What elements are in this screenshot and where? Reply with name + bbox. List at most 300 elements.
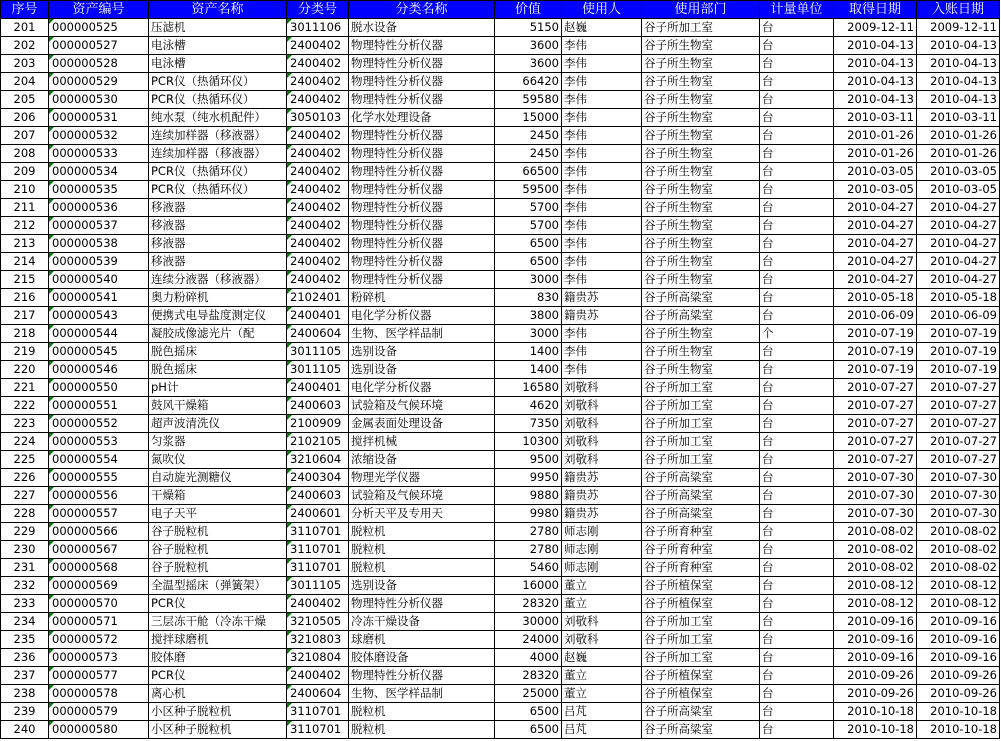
cell-value[interactable]: 3800 bbox=[495, 307, 562, 325]
cell-asset-id[interactable]: 000000568 bbox=[49, 559, 149, 577]
cell-unit[interactable]: 台 bbox=[760, 217, 834, 235]
cell-value[interactable]: 15000 bbox=[495, 109, 562, 127]
cell-user[interactable]: 李伟 bbox=[562, 91, 642, 109]
cell-acquired-date[interactable]: 2010-08-02 bbox=[834, 559, 917, 577]
cell-index[interactable]: 239 bbox=[1, 703, 49, 721]
cell-user[interactable]: 李伟 bbox=[562, 163, 642, 181]
cell-asset-id[interactable]: 000000534 bbox=[49, 163, 149, 181]
cell-asset-id[interactable]: 000000578 bbox=[49, 685, 149, 703]
cell-unit[interactable]: 台 bbox=[760, 109, 834, 127]
cell-unit[interactable]: 台 bbox=[760, 469, 834, 487]
cell-booked-date[interactable]: 2010-09-26 bbox=[917, 685, 1000, 703]
cell-unit[interactable]: 台 bbox=[760, 649, 834, 667]
cell-department[interactable]: 谷子所高粱室 bbox=[642, 487, 760, 505]
cell-asset-name[interactable]: 连续加样器（移液器） bbox=[149, 127, 287, 145]
cell-index[interactable]: 217 bbox=[1, 307, 49, 325]
cell-value[interactable]: 16580 bbox=[495, 379, 562, 397]
cell-unit[interactable]: 台 bbox=[760, 343, 834, 361]
cell-category-code[interactable]: 2400402 bbox=[287, 253, 349, 271]
cell-asset-name[interactable]: 连续分液器（移液器） bbox=[149, 271, 287, 289]
cell-user[interactable]: 籍贵苏 bbox=[562, 505, 642, 523]
cell-category-name[interactable]: 生物、医学样品制 bbox=[349, 685, 495, 703]
cell-value[interactable]: 6500 bbox=[495, 235, 562, 253]
cell-booked-date[interactable]: 2010-07-27 bbox=[917, 415, 1000, 433]
cell-booked-date[interactable]: 2010-07-30 bbox=[917, 469, 1000, 487]
cell-value[interactable]: 9950 bbox=[495, 469, 562, 487]
cell-unit[interactable]: 台 bbox=[760, 145, 834, 163]
cell-category-code[interactable]: 2400603 bbox=[287, 397, 349, 415]
cell-unit[interactable]: 个 bbox=[760, 325, 834, 343]
cell-department[interactable]: 谷子所育种室 bbox=[642, 541, 760, 559]
cell-unit[interactable]: 台 bbox=[760, 721, 834, 739]
cell-department[interactable]: 谷子所生物室 bbox=[642, 109, 760, 127]
cell-category-name[interactable]: 脱粒机 bbox=[349, 523, 495, 541]
cell-department[interactable]: 谷子所加工室 bbox=[642, 613, 760, 631]
cell-category-code[interactable]: 2400402 bbox=[287, 127, 349, 145]
cell-index[interactable]: 206 bbox=[1, 109, 49, 127]
cell-department[interactable]: 谷子所生物室 bbox=[642, 235, 760, 253]
cell-asset-name[interactable]: 谷子脱粒机 bbox=[149, 523, 287, 541]
cell-value[interactable]: 1400 bbox=[495, 361, 562, 379]
cell-index[interactable]: 227 bbox=[1, 487, 49, 505]
cell-value[interactable]: 5460 bbox=[495, 559, 562, 577]
cell-asset-id[interactable]: 000000570 bbox=[49, 595, 149, 613]
cell-asset-name[interactable]: PCR仪（热循环仪） bbox=[149, 163, 287, 181]
cell-index[interactable]: 234 bbox=[1, 613, 49, 631]
cell-category-code[interactable]: 3110701 bbox=[287, 541, 349, 559]
cell-value[interactable]: 59580 bbox=[495, 91, 562, 109]
cell-index[interactable]: 238 bbox=[1, 685, 49, 703]
cell-acquired-date[interactable]: 2010-04-27 bbox=[834, 235, 917, 253]
cell-category-code[interactable]: 3210804 bbox=[287, 649, 349, 667]
cell-unit[interactable]: 台 bbox=[760, 487, 834, 505]
cell-department[interactable]: 谷子所高粱室 bbox=[642, 307, 760, 325]
cell-category-name[interactable]: 物理特性分析仪器 bbox=[349, 73, 495, 91]
cell-category-name[interactable]: 物理特性分析仪器 bbox=[349, 199, 495, 217]
cell-unit[interactable]: 台 bbox=[760, 577, 834, 595]
cell-asset-id[interactable]: 000000573 bbox=[49, 649, 149, 667]
cell-user[interactable]: 李伟 bbox=[562, 127, 642, 145]
cell-category-code[interactable]: 3210803 bbox=[287, 631, 349, 649]
cell-value[interactable]: 25000 bbox=[495, 685, 562, 703]
cell-asset-id[interactable]: 000000531 bbox=[49, 109, 149, 127]
cell-user[interactable]: 李伟 bbox=[562, 199, 642, 217]
cell-user[interactable]: 师志刚 bbox=[562, 559, 642, 577]
cell-category-code[interactable]: 2400402 bbox=[287, 163, 349, 181]
cell-category-code[interactable]: 2400402 bbox=[287, 271, 349, 289]
cell-booked-date[interactable]: 2010-01-26 bbox=[917, 145, 1000, 163]
cell-category-code[interactable]: 3011105 bbox=[287, 577, 349, 595]
cell-department[interactable]: 谷子所生物室 bbox=[642, 253, 760, 271]
cell-index[interactable]: 229 bbox=[1, 523, 49, 541]
cell-asset-id[interactable]: 000000528 bbox=[49, 55, 149, 73]
cell-asset-id[interactable]: 000000555 bbox=[49, 469, 149, 487]
cell-asset-id[interactable]: 000000525 bbox=[49, 19, 149, 37]
cell-value[interactable]: 30000 bbox=[495, 613, 562, 631]
cell-user[interactable]: 籍贵苏 bbox=[562, 487, 642, 505]
cell-unit[interactable]: 台 bbox=[760, 253, 834, 271]
cell-acquired-date[interactable]: 2010-07-19 bbox=[834, 325, 917, 343]
cell-value[interactable]: 66500 bbox=[495, 163, 562, 181]
cell-unit[interactable]: 台 bbox=[760, 127, 834, 145]
cell-user[interactable]: 李伟 bbox=[562, 181, 642, 199]
cell-index[interactable]: 201 bbox=[1, 19, 49, 37]
cell-index[interactable]: 223 bbox=[1, 415, 49, 433]
cell-asset-name[interactable]: 三层冻干舱（冷冻干燥 bbox=[149, 613, 287, 631]
cell-category-name[interactable]: 脱粒机 bbox=[349, 541, 495, 559]
cell-department[interactable]: 谷子所加工室 bbox=[642, 433, 760, 451]
cell-department[interactable]: 谷子所生物室 bbox=[642, 37, 760, 55]
cell-category-code[interactable]: 2400402 bbox=[287, 595, 349, 613]
cell-acquired-date[interactable]: 2010-08-02 bbox=[834, 523, 917, 541]
cell-category-name[interactable]: 搅拌机械 bbox=[349, 433, 495, 451]
header-acquired-date[interactable]: 取得日期 bbox=[834, 1, 917, 19]
cell-value[interactable]: 3600 bbox=[495, 55, 562, 73]
cell-booked-date[interactable]: 2010-04-27 bbox=[917, 271, 1000, 289]
cell-category-name[interactable]: 试验箱及气候环境 bbox=[349, 487, 495, 505]
cell-asset-name[interactable]: 凝胶成像滤光片（配 bbox=[149, 325, 287, 343]
cell-acquired-date[interactable]: 2010-07-27 bbox=[834, 379, 917, 397]
cell-category-code[interactable]: 2102105 bbox=[287, 433, 349, 451]
cell-asset-name[interactable]: 脱色摇床 bbox=[149, 343, 287, 361]
cell-acquired-date[interactable]: 2010-07-30 bbox=[834, 469, 917, 487]
cell-department[interactable]: 谷子所加工室 bbox=[642, 19, 760, 37]
cell-department[interactable]: 谷子所生物室 bbox=[642, 361, 760, 379]
cell-category-name[interactable]: 物理特性分析仪器 bbox=[349, 217, 495, 235]
cell-category-name[interactable]: 选别设备 bbox=[349, 343, 495, 361]
cell-index[interactable]: 218 bbox=[1, 325, 49, 343]
cell-acquired-date[interactable]: 2009-12-11 bbox=[834, 19, 917, 37]
cell-category-code[interactable]: 2400402 bbox=[287, 181, 349, 199]
cell-booked-date[interactable]: 2010-07-27 bbox=[917, 397, 1000, 415]
cell-asset-name[interactable]: 奥力粉碎机 bbox=[149, 289, 287, 307]
cell-index[interactable]: 236 bbox=[1, 649, 49, 667]
cell-asset-name[interactable]: PCR仪（热循环仪） bbox=[149, 181, 287, 199]
cell-department[interactable]: 谷子所生物室 bbox=[642, 217, 760, 235]
cell-department[interactable]: 谷子所生物室 bbox=[642, 55, 760, 73]
cell-unit[interactable]: 台 bbox=[760, 667, 834, 685]
cell-category-name[interactable]: 物理特性分析仪器 bbox=[349, 595, 495, 613]
cell-category-name[interactable]: 电化学分析仪器 bbox=[349, 379, 495, 397]
cell-asset-id[interactable]: 000000551 bbox=[49, 397, 149, 415]
header-category-code[interactable]: 分类号 bbox=[287, 1, 349, 19]
cell-unit[interactable]: 台 bbox=[760, 235, 834, 253]
cell-asset-id[interactable]: 000000572 bbox=[49, 631, 149, 649]
cell-unit[interactable]: 台 bbox=[760, 361, 834, 379]
cell-booked-date[interactable]: 2010-08-02 bbox=[917, 559, 1000, 577]
cell-category-code[interactable]: 2400304 bbox=[287, 469, 349, 487]
cell-booked-date[interactable]: 2010-07-19 bbox=[917, 361, 1000, 379]
cell-category-code[interactable]: 3110701 bbox=[287, 703, 349, 721]
cell-category-name[interactable]: 物理特性分析仪器 bbox=[349, 163, 495, 181]
cell-asset-id[interactable]: 000000533 bbox=[49, 145, 149, 163]
cell-user[interactable]: 李伟 bbox=[562, 145, 642, 163]
cell-category-name[interactable]: 浓缩设备 bbox=[349, 451, 495, 469]
cell-category-name[interactable]: 物理特性分析仪器 bbox=[349, 55, 495, 73]
cell-booked-date[interactable]: 2010-03-11 bbox=[917, 109, 1000, 127]
cell-acquired-date[interactable]: 2010-04-13 bbox=[834, 73, 917, 91]
cell-index[interactable]: 202 bbox=[1, 37, 49, 55]
cell-category-code[interactable]: 2400402 bbox=[287, 37, 349, 55]
cell-unit[interactable]: 台 bbox=[760, 91, 834, 109]
cell-value[interactable]: 4620 bbox=[495, 397, 562, 415]
cell-value[interactable]: 4000 bbox=[495, 649, 562, 667]
cell-value[interactable]: 10300 bbox=[495, 433, 562, 451]
cell-unit[interactable]: 台 bbox=[760, 559, 834, 577]
cell-acquired-date[interactable]: 2010-07-30 bbox=[834, 505, 917, 523]
cell-category-name[interactable]: 物理特性分析仪器 bbox=[349, 253, 495, 271]
cell-asset-name[interactable]: 搅拌球磨机 bbox=[149, 631, 287, 649]
cell-category-code[interactable]: 3210604 bbox=[287, 451, 349, 469]
cell-index[interactable]: 222 bbox=[1, 397, 49, 415]
cell-category-name[interactable]: 物理特性分析仪器 bbox=[349, 37, 495, 55]
cell-index[interactable]: 220 bbox=[1, 361, 49, 379]
cell-index[interactable]: 225 bbox=[1, 451, 49, 469]
cell-asset-id[interactable]: 000000553 bbox=[49, 433, 149, 451]
cell-department[interactable]: 谷子所生物室 bbox=[642, 91, 760, 109]
cell-asset-name[interactable]: PCR仪（热循环仪） bbox=[149, 91, 287, 109]
cell-acquired-date[interactable]: 2010-07-19 bbox=[834, 343, 917, 361]
cell-booked-date[interactable]: 2010-06-09 bbox=[917, 307, 1000, 325]
cell-unit[interactable]: 台 bbox=[760, 289, 834, 307]
cell-value[interactable]: 2450 bbox=[495, 145, 562, 163]
cell-asset-name[interactable]: pH计 bbox=[149, 379, 287, 397]
cell-asset-name[interactable]: 压滤机 bbox=[149, 19, 287, 37]
cell-asset-name[interactable]: 便携式电导盐度测定仪 bbox=[149, 307, 287, 325]
cell-category-code[interactable]: 3210505 bbox=[287, 613, 349, 631]
cell-index[interactable]: 216 bbox=[1, 289, 49, 307]
cell-acquired-date[interactable]: 2010-09-16 bbox=[834, 631, 917, 649]
cell-index[interactable]: 211 bbox=[1, 199, 49, 217]
cell-index[interactable]: 212 bbox=[1, 217, 49, 235]
cell-asset-name[interactable]: PCR仪 bbox=[149, 595, 287, 613]
cell-asset-name[interactable]: 连续加样器（移液器） bbox=[149, 145, 287, 163]
cell-unit[interactable]: 台 bbox=[760, 307, 834, 325]
cell-asset-id[interactable]: 000000544 bbox=[49, 325, 149, 343]
cell-booked-date[interactable]: 2010-08-12 bbox=[917, 577, 1000, 595]
cell-value[interactable]: 5700 bbox=[495, 217, 562, 235]
cell-booked-date[interactable]: 2010-07-30 bbox=[917, 505, 1000, 523]
cell-asset-id[interactable]: 000000556 bbox=[49, 487, 149, 505]
cell-department[interactable]: 谷子所高粱室 bbox=[642, 721, 760, 739]
cell-user[interactable]: 李伟 bbox=[562, 55, 642, 73]
cell-category-name[interactable]: 脱粒机 bbox=[349, 721, 495, 739]
cell-department[interactable]: 谷子所加工室 bbox=[642, 649, 760, 667]
cell-value[interactable]: 830 bbox=[495, 289, 562, 307]
header-asset-name[interactable]: 资产名称 bbox=[149, 1, 287, 19]
cell-acquired-date[interactable]: 2010-04-13 bbox=[834, 91, 917, 109]
cell-category-code[interactable]: 2400402 bbox=[287, 145, 349, 163]
cell-asset-id[interactable]: 000000566 bbox=[49, 523, 149, 541]
cell-value[interactable]: 6500 bbox=[495, 721, 562, 739]
cell-unit[interactable]: 台 bbox=[760, 199, 834, 217]
cell-booked-date[interactable]: 2010-04-13 bbox=[917, 55, 1000, 73]
cell-user[interactable]: 刘敬科 bbox=[562, 397, 642, 415]
cell-asset-id[interactable]: 000000550 bbox=[49, 379, 149, 397]
cell-user[interactable]: 董立 bbox=[562, 595, 642, 613]
cell-asset-id[interactable]: 000000567 bbox=[49, 541, 149, 559]
cell-booked-date[interactable]: 2010-10-18 bbox=[917, 703, 1000, 721]
cell-unit[interactable]: 台 bbox=[760, 541, 834, 559]
cell-asset-name[interactable]: 胶体磨 bbox=[149, 649, 287, 667]
cell-unit[interactable]: 台 bbox=[760, 181, 834, 199]
cell-asset-id[interactable]: 000000569 bbox=[49, 577, 149, 595]
cell-category-code[interactable]: 2400402 bbox=[287, 667, 349, 685]
cell-asset-id[interactable]: 000000527 bbox=[49, 37, 149, 55]
cell-department[interactable]: 谷子所生物室 bbox=[642, 163, 760, 181]
cell-booked-date[interactable]: 2010-07-19 bbox=[917, 343, 1000, 361]
cell-user[interactable]: 李伟 bbox=[562, 217, 642, 235]
cell-category-name[interactable]: 选别设备 bbox=[349, 577, 495, 595]
cell-booked-date[interactable]: 2010-09-16 bbox=[917, 649, 1000, 667]
cell-user[interactable]: 李伟 bbox=[562, 235, 642, 253]
cell-user[interactable]: 李伟 bbox=[562, 361, 642, 379]
cell-category-code[interactable]: 3011106 bbox=[287, 19, 349, 37]
cell-user[interactable]: 李伟 bbox=[562, 325, 642, 343]
cell-asset-id[interactable]: 000000546 bbox=[49, 361, 149, 379]
cell-asset-name[interactable]: 小区种子脱粒机 bbox=[149, 721, 287, 739]
cell-category-name[interactable]: 物理特性分析仪器 bbox=[349, 667, 495, 685]
cell-index[interactable]: 231 bbox=[1, 559, 49, 577]
cell-user[interactable]: 李伟 bbox=[562, 343, 642, 361]
cell-acquired-date[interactable]: 2010-05-18 bbox=[834, 289, 917, 307]
cell-asset-name[interactable]: 小区种子脱粒机 bbox=[149, 703, 287, 721]
cell-value[interactable]: 28320 bbox=[495, 667, 562, 685]
cell-asset-id[interactable]: 000000571 bbox=[49, 613, 149, 631]
cell-booked-date[interactable]: 2010-04-13 bbox=[917, 73, 1000, 91]
cell-acquired-date[interactable]: 2010-08-12 bbox=[834, 595, 917, 613]
cell-user[interactable]: 李伟 bbox=[562, 37, 642, 55]
cell-asset-id[interactable]: 000000579 bbox=[49, 703, 149, 721]
cell-user[interactable]: 刘敬科 bbox=[562, 613, 642, 631]
cell-user[interactable]: 师志刚 bbox=[562, 541, 642, 559]
cell-value[interactable]: 9880 bbox=[495, 487, 562, 505]
cell-user[interactable]: 刘敬科 bbox=[562, 451, 642, 469]
cell-category-code[interactable]: 2100909 bbox=[287, 415, 349, 433]
cell-booked-date[interactable]: 2010-07-19 bbox=[917, 325, 1000, 343]
cell-value[interactable]: 5150 bbox=[495, 19, 562, 37]
cell-user[interactable]: 李伟 bbox=[562, 109, 642, 127]
cell-acquired-date[interactable]: 2010-01-26 bbox=[834, 127, 917, 145]
cell-category-name[interactable]: 脱粒机 bbox=[349, 703, 495, 721]
cell-asset-name[interactable]: 谷子脱粒机 bbox=[149, 559, 287, 577]
cell-user[interactable]: 赵巍 bbox=[562, 19, 642, 37]
cell-unit[interactable]: 台 bbox=[760, 451, 834, 469]
cell-booked-date[interactable]: 2010-09-26 bbox=[917, 667, 1000, 685]
cell-category-name[interactable]: 分析天平及专用天 bbox=[349, 505, 495, 523]
cell-asset-id[interactable]: 000000580 bbox=[49, 721, 149, 739]
cell-index[interactable]: 214 bbox=[1, 253, 49, 271]
cell-value[interactable]: 5700 bbox=[495, 199, 562, 217]
cell-department[interactable]: 谷子所生物室 bbox=[642, 145, 760, 163]
cell-asset-name[interactable]: 纯水泵（纯水机配件） bbox=[149, 109, 287, 127]
cell-acquired-date[interactable]: 2010-07-19 bbox=[834, 361, 917, 379]
cell-user[interactable]: 刘敬科 bbox=[562, 379, 642, 397]
header-department[interactable]: 使用部门 bbox=[642, 1, 760, 19]
cell-user[interactable]: 李伟 bbox=[562, 73, 642, 91]
cell-category-code[interactable]: 2400402 bbox=[287, 199, 349, 217]
cell-asset-name[interactable]: 离心机 bbox=[149, 685, 287, 703]
cell-department[interactable]: 谷子所育种室 bbox=[642, 559, 760, 577]
cell-category-code[interactable]: 3011105 bbox=[287, 343, 349, 361]
cell-index[interactable]: 235 bbox=[1, 631, 49, 649]
cell-category-name[interactable]: 脱水设备 bbox=[349, 19, 495, 37]
cell-index[interactable]: 221 bbox=[1, 379, 49, 397]
cell-index[interactable]: 209 bbox=[1, 163, 49, 181]
header-category-name[interactable]: 分类名称 bbox=[349, 1, 495, 19]
header-booked-date[interactable]: 入账日期 bbox=[917, 1, 1000, 19]
cell-category-name[interactable]: 球磨机 bbox=[349, 631, 495, 649]
cell-department[interactable]: 谷子所生物室 bbox=[642, 343, 760, 361]
cell-asset-name[interactable]: 电泳槽 bbox=[149, 55, 287, 73]
cell-asset-name[interactable]: 匀浆器 bbox=[149, 433, 287, 451]
cell-category-code[interactable]: 2400604 bbox=[287, 325, 349, 343]
cell-index[interactable]: 213 bbox=[1, 235, 49, 253]
cell-department[interactable]: 谷子所生物室 bbox=[642, 199, 760, 217]
cell-acquired-date[interactable]: 2010-06-09 bbox=[834, 307, 917, 325]
cell-value[interactable]: 9980 bbox=[495, 505, 562, 523]
cell-category-code[interactable]: 3011105 bbox=[287, 361, 349, 379]
cell-index[interactable]: 219 bbox=[1, 343, 49, 361]
cell-asset-name[interactable]: 电子天平 bbox=[149, 505, 287, 523]
cell-acquired-date[interactable]: 2010-01-26 bbox=[834, 145, 917, 163]
cell-unit[interactable]: 台 bbox=[760, 685, 834, 703]
cell-value[interactable]: 3600 bbox=[495, 37, 562, 55]
cell-value[interactable]: 7350 bbox=[495, 415, 562, 433]
cell-department[interactable]: 谷子所植保室 bbox=[642, 577, 760, 595]
cell-department[interactable]: 谷子所高粱室 bbox=[642, 469, 760, 487]
cell-asset-id[interactable]: 000000538 bbox=[49, 235, 149, 253]
cell-category-code[interactable]: 3110701 bbox=[287, 721, 349, 739]
cell-category-code[interactable]: 2400402 bbox=[287, 73, 349, 91]
cell-booked-date[interactable]: 2010-09-16 bbox=[917, 631, 1000, 649]
cell-unit[interactable]: 台 bbox=[760, 73, 834, 91]
cell-category-name[interactable]: 电化学分析仪器 bbox=[349, 307, 495, 325]
cell-asset-id[interactable]: 000000540 bbox=[49, 271, 149, 289]
cell-booked-date[interactable]: 2010-09-16 bbox=[917, 613, 1000, 631]
cell-department[interactable]: 谷子所生物室 bbox=[642, 271, 760, 289]
cell-category-code[interactable]: 2400402 bbox=[287, 235, 349, 253]
cell-booked-date[interactable]: 2010-04-27 bbox=[917, 253, 1000, 271]
cell-user[interactable]: 刘敬科 bbox=[562, 415, 642, 433]
cell-category-name[interactable]: 化学水处理设备 bbox=[349, 109, 495, 127]
cell-asset-name[interactable]: 电泳槽 bbox=[149, 37, 287, 55]
cell-unit[interactable]: 台 bbox=[760, 271, 834, 289]
cell-category-code[interactable]: 2400402 bbox=[287, 55, 349, 73]
cell-asset-name[interactable]: PCR仪（热循环仪） bbox=[149, 73, 287, 91]
cell-user[interactable]: 李伟 bbox=[562, 253, 642, 271]
header-asset-id[interactable]: 资产编号 bbox=[49, 1, 149, 19]
cell-department[interactable]: 谷子所植保室 bbox=[642, 667, 760, 685]
cell-category-name[interactable]: 物理光学仪器 bbox=[349, 469, 495, 487]
cell-asset-name[interactable]: 干燥箱 bbox=[149, 487, 287, 505]
cell-value[interactable]: 1400 bbox=[495, 343, 562, 361]
header-unit[interactable]: 计量单位 bbox=[760, 1, 834, 19]
cell-index[interactable]: 205 bbox=[1, 91, 49, 109]
cell-department[interactable]: 谷子所植保室 bbox=[642, 685, 760, 703]
cell-asset-name[interactable]: 移液器 bbox=[149, 217, 287, 235]
cell-asset-name[interactable]: 移液器 bbox=[149, 199, 287, 217]
cell-acquired-date[interactable]: 2010-09-16 bbox=[834, 613, 917, 631]
cell-acquired-date[interactable]: 2010-08-12 bbox=[834, 577, 917, 595]
cell-unit[interactable]: 台 bbox=[760, 163, 834, 181]
cell-category-code[interactable]: 3110701 bbox=[287, 523, 349, 541]
cell-department[interactable]: 谷子所高粱室 bbox=[642, 505, 760, 523]
cell-index[interactable]: 237 bbox=[1, 667, 49, 685]
cell-user[interactable]: 董立 bbox=[562, 577, 642, 595]
cell-asset-name[interactable]: 氮吹仪 bbox=[149, 451, 287, 469]
cell-asset-name[interactable]: 超声波清洗仪 bbox=[149, 415, 287, 433]
